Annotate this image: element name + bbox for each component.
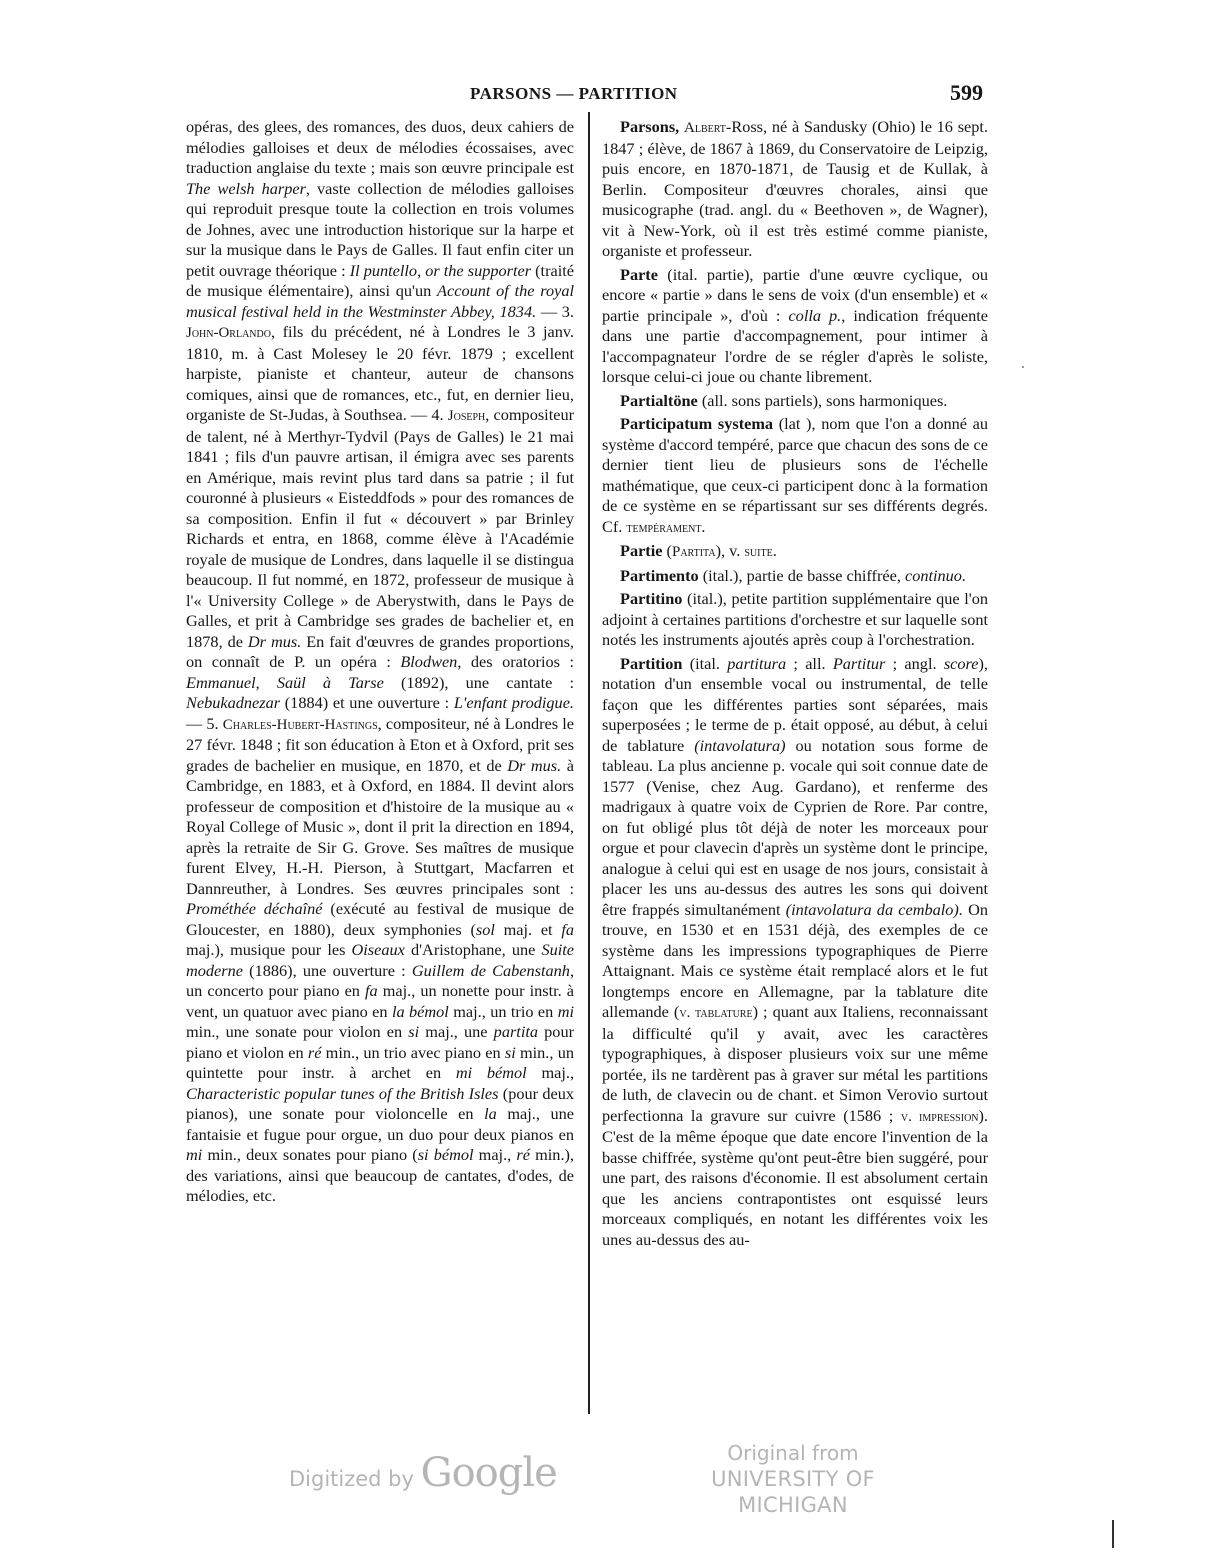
running-title: PARSONS — PARTITION [470,84,678,103]
headword: Parte [620,264,658,284]
continued-entry-parsons-family: opéras, des glees, des romances, des duos, deux cahiers de mélodies galloises et deux de mélodies écossaises, avec traduction anglaise du texte ; mais son œuvre principale est The welsh harper, vaste collection de mélodies galloises qui reproduit presque toute la collection en trois volumes de Johnes, avec une introduction historique sur la harpe et sur la musique dans le Pays de Galles. Il faut enfin citer un petit ouvrage théorique : Il puntello, or the supporter (traité de musique élémentaire), ainsi qu'un Account of the royal musical festival held in the Westminster Abbey, 1834. — 3. John-Orlando, fils du précédent, né à Londres le 3 janv. 1810, m. à Cast Molesey le 20 févr. 1879 ; excellent harpiste, pianiste et chanteur, auteur de chansons comiques, ainsi que de romances, etc., fut, en dernier lieu, organiste de St-Judas, à Southsea. — 4. Joseph, compositeur de talent, né à Merthyr-Tydvil (Pays de Galles) le 21 mai 1841 ; fils d'un pauvre artisan, il émigra avec ses parents en Amérique, mais revint plus tard dans sa patrie ; il fut couronné à plusieurs « Eisteddfods » pour des romances de sa composition. Enfin il fut « découvert » par Brinley Richards et entra, en 1868, comme élève à l'Académie royale de musique de Londres, dans laquelle il se distingua beaucoup. Il fut nommé, en 1872, professeur de musique à l'« University College » de Aberystwith, dans le Pays de Galles, et prit à Cambridge ses grades de bachelier et, en 1878, de Dr mus. En fait d'œuvres de grandes proportions, on connaît de P. un opéra : Blodwen, des oratorios : Emmanuel, Saül à Tarse (1892), une cantate : Nebukadnezar (1884) et une ouverture : L'enfant prodigue. — 5. Charles-Hubert-Hastings, compositeur, né à Londres le 27 févr. 1848 ; fit son éducation à Eton et à Oxford, prit ses grades de bachelier en musique, en 1870, et de Dr mus. à Cambridge, en 1883, et à Oxford, en 1884. Il devint alors professeur de composition et d'histoire de la musique au « Royal College of Music », dont il prit la direction en 1894, après la retraite de Sir G. Grove. Ses maîtres de musique furent Elvey, H.-H. Pierson, à Stuttgart, Macfarren et Dannreuther, à Londres. Ses œuvres principales sont : Prométhée déchaîné (exécuté au festival de musique de Gloucester, en 1880), deux symphonies (sol maj. et fa maj.), musique pour les Oiseaux d'Aristophane, une Suite moderne (1886), une ouverture : Guillem de Cabenstanh, un concerto pour piano en fa maj., un nonette pour instr. à vent, un quatuor avec piano en la bémol maj., un trio en mi min., une sonate pour violon en si maj., une partita pour piano et violon en ré min., un trio avec piano en si min., un quintette pour instr. à archet en mi bémol maj., Characteristic popular tunes of the British Isles (pour deux pianos), une sonate pour violoncelle en la maj., une fantaisie et fugue pour orgue, un duo pour deux pianos en mi min., deux sonates pour piano (si bémol maj., ré min.), des variations, ainsi que beaucoup de cantates, d'odes, de mélodies, etc. [186,117,575,1205]
entry-participatum-systema: Participatum systema (lat ), nom que l'on a donné au système d'accord tempéré, parce que chacun des sons de ce dernier tient lieu de plusieurs sons de l'échelle mathématique, que ceux-ci participent donc à la formation de ce système en se répartissant sur ses différents degrés. Cf. tempérament. [602,414,988,536]
source-library-watermark: Original from UNIVERSITY OF MICHIGAN [711,1441,875,1517]
entry-parte: Parte (ital. partie), partie d'une œuvre cyclique, ou encore « partie » dans le sens de voix (d'un ensemble) et « partie principale », d'où : colla p., indication fréquente dans une partie d'accompagnement, pour intimer à l'accompagnateur l'ordre de se régler d'après le soliste, lorsque celui-ci joue ou chante librement. [602,264,988,386]
google-watermark: Digitized by Google [289,1450,557,1496]
headword: Partialtöne [620,390,698,410]
column-divider [588,112,590,1414]
headword: Partie [620,541,663,560]
left-column [186,117,574,1207]
headword: Parsons, [620,117,680,136]
entry-partimento: Partimento (ital.), partie de basse chiffrée, continuo. [620,565,967,585]
digitization-footer [0,1440,1207,1517]
headword: Partimento [620,565,699,585]
google-logo-text: Google [420,1450,557,1496]
headword: Partitino [620,589,683,608]
entry-partition: Partition (ital. partitura ; all. Partitur ; angl. score), notation d'un ensemble vocal ou instrumental, de telle façon que les différentes parties sont séparées, mais superposées ; le terme de p. était opposé, au début, à celui de tablature (intavolatura) ou notation sous forme de tableau. La plus ancienne p. vocale qui soit connue date de 1577 (Venise, chez Aug. Gardano), et renferme des madrigaux à quatre voix de Cyprien de Rore. Par contre, on fut obligé plus tôt déjà de noter les morceaux pour orgue et pour clavecin d'après un système dont le principe, analogue à celui qui est en usage de nos jours, consistait à placer les uns au-dessus des autres les sons qui doivent être frappés simultanément (intavolatura da cembalo). On trouve, en 1530 et en 1531 déjà, des exemples de ce système dans les impressions typographiques de Pierre Attaignant. Mais ce système était remplacé alors et le fut longtemps encore en Allemagne, par la tablature dite allemande (v. tablature) ; quant aux Italiens, reconnaissant la difficulté qu'il y avait, avec les caractères typographiques, à disposer plusieurs voix sur une même portée, ils ne tardèrent pas à graver sur métal les partitions de luth, de clavecin ou de chant. et Simon Verovio surtout perfectionna la gravure sur cuivre (1586 ; v. impression). C'est de la même époque que date encore l'invention de la basse chiffrée, système qu'ont peut-être bien suggéré, pour une part, des raisons d'économie. Il est absolument certain que les anciens contrapontistes ont esquissé leurs morceaux compliqués, en notant les différentes voix les unes au-dessus des au- [602,653,989,1249]
entry-partie: Partie (Partita), v. suite. [620,541,777,560]
headword: Partition [620,653,683,673]
page-number: 599 [950,80,983,105]
entry-partitino: Partitino (ital.), petite partition supplémentaire que l'on adjoint à certaines partitions d'orchestre et sur laquelle sont notés les instruments ajoutés après coup à l'orchestration. [602,589,988,649]
scan-speck [1022,366,1024,368]
headword: Participatum systema [620,414,774,433]
entry-partialtone: Partialtöne (all. sons partiels), sons harmoniques. [620,390,948,410]
entry-parsons: Parsons, Albert-Ross, né à Sandusky (Ohio) le 16 sept. 1847 ; élève, de 1867 à 1869, du Conservatoire de Leipzig, puis encore, en 1870-1871, de Tausig et de Kullak, à Berlin. Compositeur d'œuvres chorales, ainsi que musicographe (trad. angl. du « Beethoven », de Wagner), vit à New-York, où il est très estimé comme pianiste, organiste et professeur. [602,117,988,260]
right-column [602,117,988,1253]
scan-edge-mark [1112,1520,1114,1548]
